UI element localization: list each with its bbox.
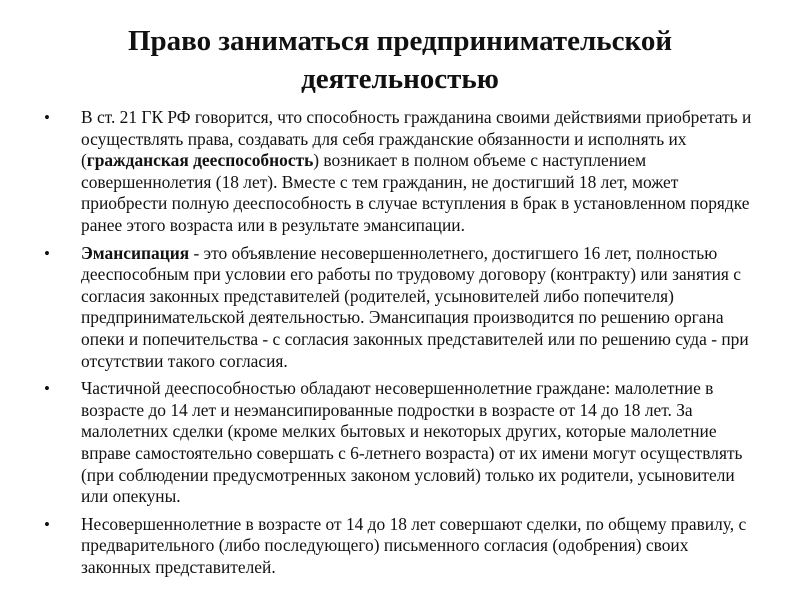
- slide-title: [40, 22, 760, 98]
- bullet-dot-icon: •: [44, 379, 50, 399]
- bullet-item-3: [44, 378, 760, 508]
- bullet-item-1: [44, 107, 760, 237]
- bullet-item-4: [44, 514, 760, 579]
- bullet-dot-icon: •: [44, 243, 50, 263]
- bullet-text-after: ) возникает в полном объеме с наступлением совершеннолетия (18 лет). Вместе с тем гражданин, не достигший 18 лет, может приобрести полную дееспособность в случае вступления в брак в установленном порядке ранее этого возраста или в результате эмансипации.: [81, 150, 750, 235]
- bullet-text-after: - это объявление несовершеннолетнего, достигшего 16 лет, полностью дееспособным при условии его работы по трудовому договору (контракту) или занятия с согласия законных представителей (родителей, усыновителей либо попечителя) предпринимательской деятельностью. Эмансипация производится по решению органа опеки и попечительства - с согласия законных представителей или по решению суда - при отсутствии такого согласия.: [81, 242, 749, 371]
- title-line-2: деятельностью: [301, 63, 499, 95]
- bullet-dot-icon: •: [44, 108, 50, 127]
- bullet-list: [44, 107, 760, 584]
- bullet-text-after: Частичной дееспособностью обладают несовершеннолетние граждане: малолетние в возрасте до 14 лет и неэмансипированные подростки в возрасте от 14 до 18 лет. За малолетних сделки (кроме мелких бытовых и некоторых других, которые малолетние вправе самостоятельно совершать с 6-летнего возраста) от их имени могут осуществлять (при соблюдении предусмотренных законом условий) только их родители, усыновители или опекуны.: [81, 378, 743, 507]
- bullet-text-before: В ст. 21 ГК РФ говорится, что способность гражданина своими действиями приобретать и осуществлять права, создавать для себя гражданские обязанности и исполнять их (: [81, 107, 752, 171]
- bullet-text-after: Несовершеннолетние в возрасте от 14 до 18 лет совершают сделки, по общему правилу, с предварительного (либо последующего) письменного согласия (одобрения) своих законных представителей.: [81, 513, 747, 577]
- bullet-item-2: [44, 243, 760, 373]
- title-line-1: Право заниматься предпринимательской: [127, 25, 673, 57]
- bullet-dot-icon: •: [44, 514, 50, 534]
- bullet-text-bold: гражданская дееспособность: [86, 150, 314, 171]
- bullet-text-bold: Эмансипация: [81, 242, 190, 263]
